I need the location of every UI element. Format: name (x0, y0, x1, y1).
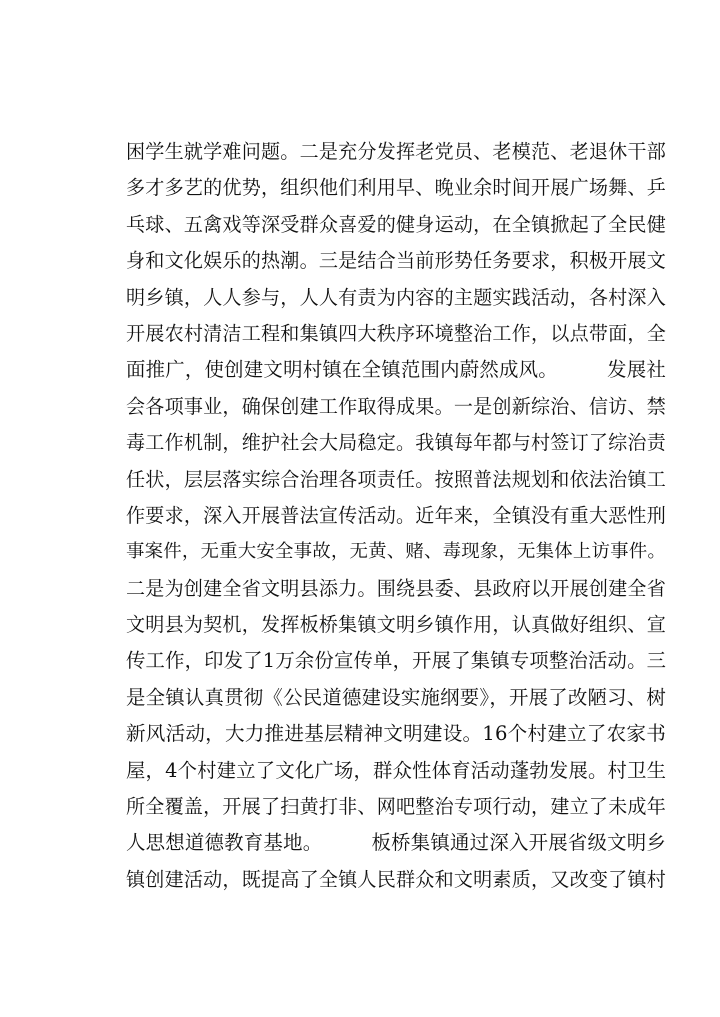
text-line: 作要求，深入开展普法宣传活动。近年来，全镇没有重大恶性刑 (126, 504, 666, 527)
text-line: 身和文化娱乐的热潮。三是结合当前形势任务要求，积极开展文 (126, 250, 666, 273)
text-line: 镇创建活动，既提高了全镇人民群众和文明素质，又改变了镇村 (126, 868, 666, 891)
text-line: 新风活动，大力推进基层精神文明建设。16个村建立了农家书 (126, 722, 666, 746)
text-line: 明乡镇，人人参与，人人有责为内容的主题实践活动，各村深入 (126, 286, 666, 309)
text-line: 人思想道德教育基地。 板桥集镇通过深入开展省级文明乡 (126, 831, 666, 855)
text-line: 文明县为契机，发挥板桥集镇文明乡镇作用，认真做好组织、宣 (126, 614, 666, 637)
text-line: 会各项事业，确保创建工作取得成果。一是创新综治、信访、禁 (126, 395, 666, 418)
text-line: 屋，4个村建立了文化广场，群众性体育活动蓬勃发展。村卫生 (126, 758, 667, 782)
text-line: 事案件，无重大安全事故，无黄、赌、毒现象，无集体上访事件。 (126, 541, 667, 563)
text-line: 多才多艺的优势，组织他们利用早、晚业余时间开展广场舞、乒 (126, 177, 666, 200)
text-line: 任状，层层落实综合治理各项责任。按照普法规划和依法治镇工 (126, 468, 666, 491)
text-line: 传工作，印发了1万余份宣传单，开展了集镇专项整治活动。三 (126, 649, 667, 673)
text-line: 毒工作机制，维护社会大局稳定。我镇每年都与村签订了综治责 (126, 432, 666, 455)
text-line: 困学生就学难问题。二是充分发挥老党员、老模范、老退休干部 (126, 141, 666, 163)
text-line: 是全镇认真贯彻《公民道德建设实施纲要》，开展了改陋习、树 (126, 685, 666, 709)
text-line: 开展农村清洁工程和集镇四大秩序环境整治工作，以点带面，全 (126, 322, 666, 345)
text-line: 二是为创建全省文明县添力。围绕县委、县政府以开展创建全省 (126, 577, 666, 600)
text-line: 乓球、五禽戏等深受群众喜爱的健身运动，在全镇掀起了全民健 (126, 213, 666, 236)
body-text (126, 134, 666, 898)
text-line: 面推广，使创建文明村镇在全镇范围内蔚然成风。 发展社 (126, 358, 666, 382)
text-line: 所全覆盖，开展了扫黄打非、网吧整治专项行动，建立了未成年 (126, 796, 666, 819)
